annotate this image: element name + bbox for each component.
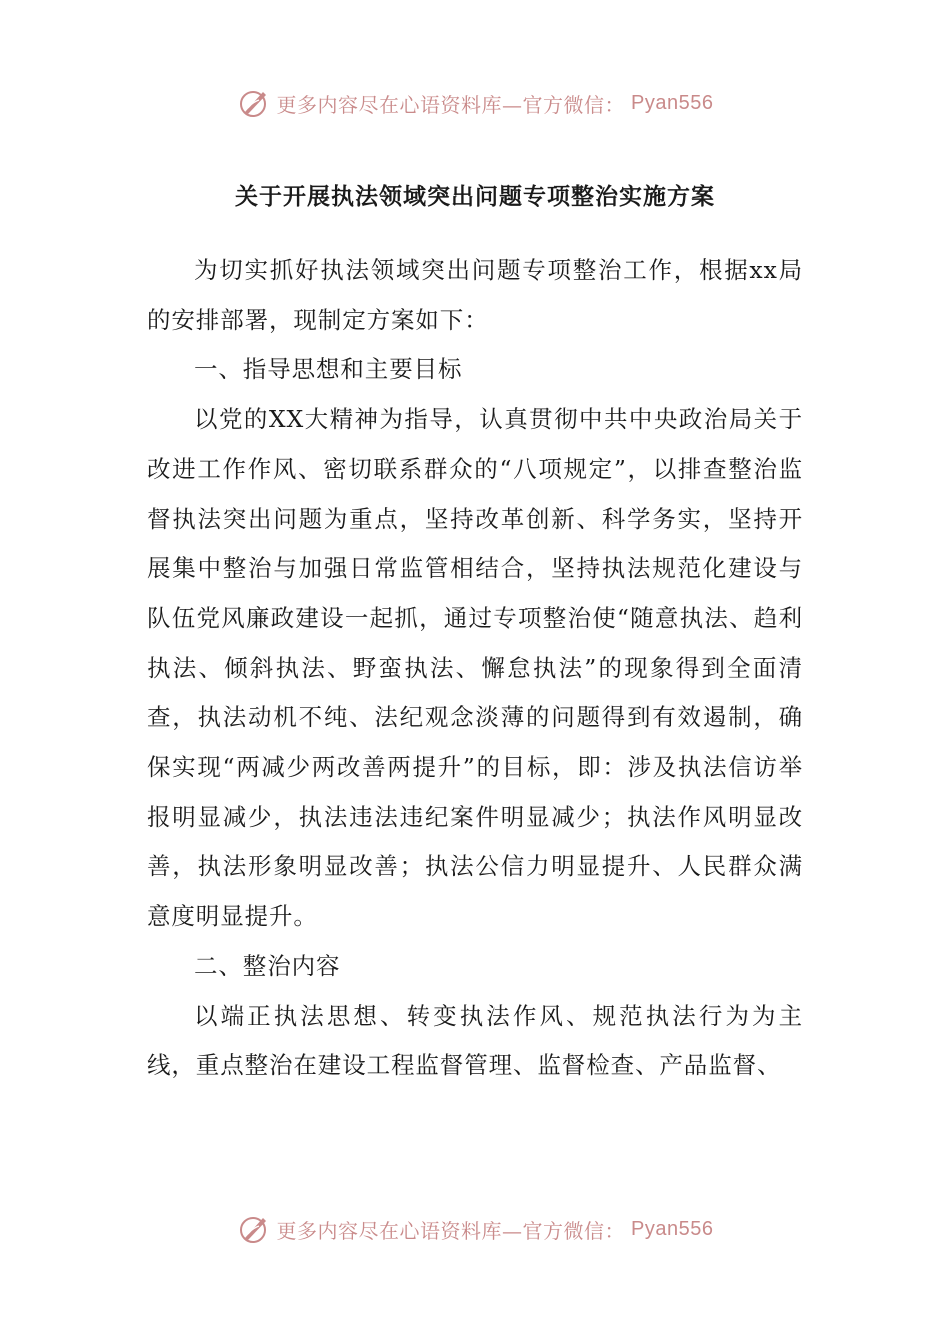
watermark-wechat-id: Pyan556 xyxy=(631,91,714,114)
section-1-paragraph: 以党的XX大精神为指导，认真贯彻中共中央政治局关于改进工作作风、密切联系群众的“八项规定”，以排查整治监督执法突出问题为重点，坚持改革创新、科学务实，坚持开展集中整治与加强日常监管相结合，坚持执法规范化建设与队伍党风廉政建设一起抓，通过专项整治使“随意执法、趋利执法、倾斜执法、野蛮执法、懈怠执法”的现象得到全面清查，执法动机不纯、法纪观念淡薄的问题得到有效遏制，确保实现“两减少两改善两提升”的目标，即：涉及执法信访举报明显减少，执法违法违纪案件明显减少；执法作风明显改善，执法形象明显改善；执法公信力明显提升、人民群众满意度明显提升。 xyxy=(147,405,803,931)
watermark-text: 更多内容尽在心语资料库—官方微信： xyxy=(276,92,626,117)
section-2-paragraph: 以端正执法思想、转变执法作风、规范执法行为为主线，重点整治在建设工程监督管理、监督检查、产品监督、 xyxy=(147,1001,803,1080)
intro-paragraph: 为切实抓好执法领域突出问题专项整治工作，根据xx局的安排部署，现制定方案如下： xyxy=(147,256,803,334)
document-body xyxy=(147,246,803,1091)
quill-circle-logo-icon xyxy=(237,86,271,120)
watermark-text: 更多内容尽在心语资料库—官方微信： xyxy=(276,1218,626,1243)
document-title: 关于开展执法领域突出问题专项整治实施方案 xyxy=(235,184,715,210)
watermark-footer xyxy=(0,1212,950,1246)
quill-circle-logo-icon xyxy=(237,1212,271,1246)
section-1-heading: 一、指导思想和主要目标 xyxy=(194,355,463,384)
watermark-header xyxy=(0,86,950,120)
watermark-wechat-id: Pyan556 xyxy=(631,1217,714,1240)
section-2-heading: 二、整治内容 xyxy=(194,951,341,980)
